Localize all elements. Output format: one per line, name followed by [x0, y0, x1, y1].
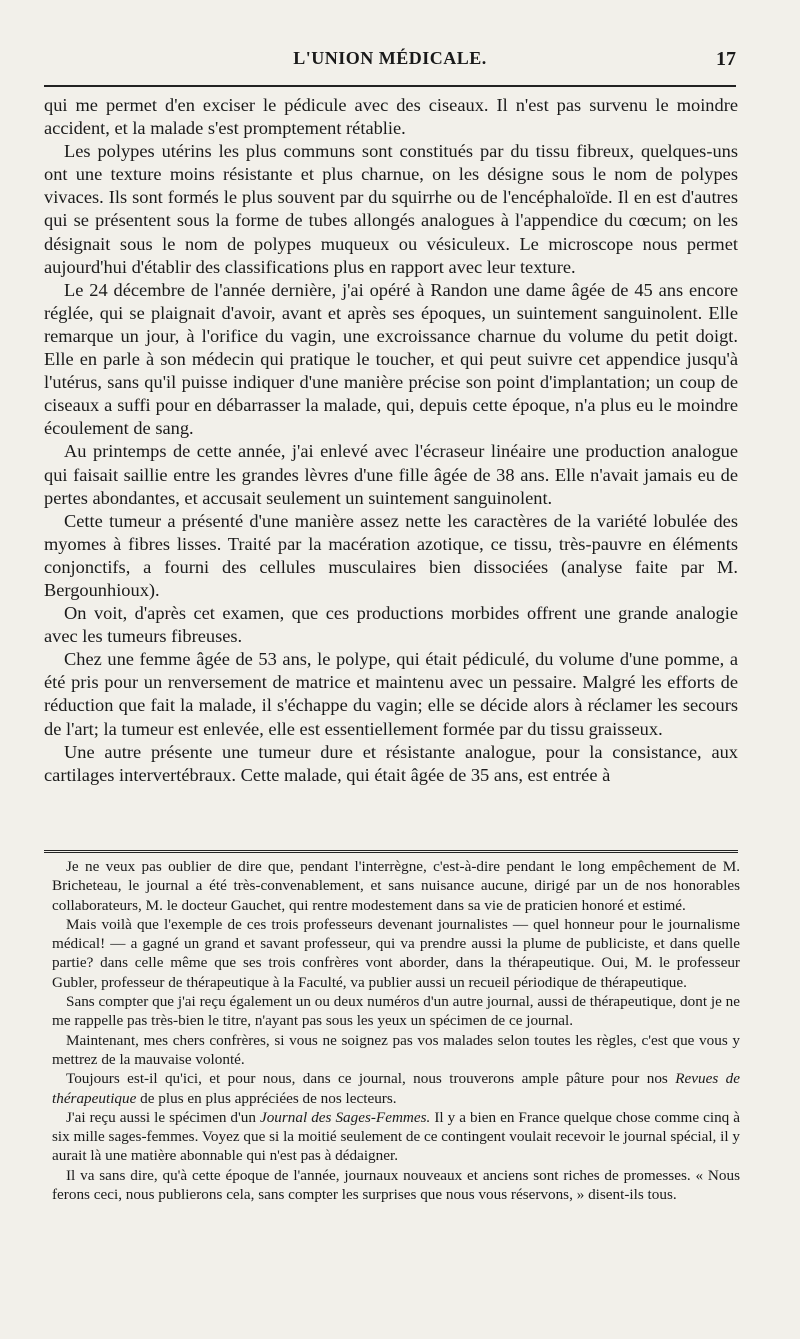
article-paragraph: On voit, d'après cet examen, que ces productions morbides offrent une grande analogie avec les tumeurs fibreuses.	[44, 603, 738, 647]
article-paragraph: Cette tumeur a présenté d'une manière assez nette les caractères de la variété lobulée des myomes à fibres lisses. Traité par la macération azotique, ce tissu, très-pauvre en éléments conjonctifs, a fourni des cellules musculaires bien dissociées (analyse faite par M. Bergounhioux).	[44, 510, 738, 600]
article-paragraph: Une autre présente une tumeur dure et résistante analogue, pour la consistance, aux cartilages intervertébraux. Cette malade, qui était âgée de 35 ans, est entrée à	[44, 741, 738, 785]
feuilleton-body	[52, 857, 740, 1204]
running-head	[44, 48, 736, 76]
journal-title: L'UNION MÉDICALE.	[293, 48, 487, 68]
feuilleton-text: Il y a bien en France quelque chose comme cinq à six mille sages-femmes. Voyez que si la moitié seulement de ce contingent voulait recevoir le journal spécial, il y aurait là une matière abonnable qui n'est pas à dédaigner.	[52, 1108, 740, 1165]
feuilleton-paragraph	[52, 1069, 740, 1108]
article-paragraph: Le 24 décembre de l'année dernière, j'ai opéré à Randon une dame âgée de 45 ans encore réglée, qui se plaignait d'avoir, avant et après ses époques, un suintement sanguinolent. Elle remarque un jour, à l'orifice du vagin, une excroissance charnue du volume du petit doigt. Elle en parle à son médecin qui pratique le toucher, et qui peut suivre cet appendice jusqu'à l'utérus, sans qu'il puisse indiquer d'une manière précise son point d'implantation; un coup de ciseaux a suffi pour en débarrasser la malade, qui, depuis cette époque, n'a plus eu le moindre écoulement de sang.	[44, 279, 738, 439]
feuilleton-text: J'ai reçu aussi le spécimen d'un	[66, 1108, 256, 1126]
feuilleton-italic-title: Revues de thérapeutique	[52, 1070, 741, 1107]
feuilleton-paragraph: Maintenant, mes chers confrères, si vous ne soignez pas vos malades selon toutes les règles, c'est que vous y mettrez de la mauvaise volonté.	[52, 1031, 740, 1068]
feuilleton-paragraph	[52, 1108, 740, 1166]
feuilleton-italic-title: Journal des Sages-Femmes.	[259, 1108, 431, 1126]
article-paragraph: qui me permet d'en exciser le pédicule avec des ciseaux. Il n'est pas survenu le moindre accident, et la malade s'est promptement rétablie.	[44, 95, 738, 139]
feuilleton-paragraph: Mais voilà que l'exemple de ces trois professeurs devenant journalistes — quel honneur pour le journalisme médical! — a gagné un grand et savant professeur, qui va prendre aussi la plume de publiciste, et dans quelle partie? dans celle même que ses trois confrères vont aborder, dans la thérapeutique. Oui, M. le professeur Gubler, professeur de thérapeutique à la Faculté, va publier aussi un recueil périodique de thérapeutique.	[52, 915, 740, 991]
header-rule	[44, 85, 736, 87]
feuilleton-text: Toujours est-il qu'ici, et pour nous, dans ce journal, nous trouverons ample pâture pour nos	[66, 1070, 668, 1088]
article-paragraph: Chez une femme âgée de 53 ans, le polype, qui était pédiculé, du volume d'une pomme, a été pris pour un renversement de matrice et maintenu avec un pessaire. Malgré les efforts de réduction que fait la malade, il s'échappe du vagin; elle se décide alors à réclamer les secours de l'art; la tumeur est enlevée, elle est essentiellement formée par du tissu graisseux.	[44, 649, 738, 739]
feuilleton-paragraph: Il va sans dire, qu'à cette époque de l'année, journaux nouveaux et anciens sont riches de promesses. « Nous ferons ceci, nous publierons cela, sans compter les surprises que nous vous réservons, » disent-ils tous.	[52, 1166, 740, 1204]
feuilleton-separator	[44, 850, 738, 853]
feuilleton-paragraph: Je ne veux pas oublier de dire que, pendant l'interrègne, c'est-à-dire pendant le long empêchement de M. Bricheteau, le journal a été très-convenablement, et sans nuisance aucune, dirigé par un de nos honorables collaborateurs, M. le docteur Gauchet, qui rentre modestement dans sa vie de praticien honoré et estimé.	[52, 858, 740, 914]
page-number: 17	[716, 48, 736, 70]
feuilleton-text: de plus en plus appréciées de nos lecteurs.	[140, 1089, 397, 1107]
article-paragraph: Les polypes utérins les plus communs sont constitués par du tissu fibreux, quelques-uns ont une texture moins résistante et plus charnue, on les désigne sous le nom de polypes vivaces. Ils sont formés le plus souvent par du squirrhe ou de l'encéphaloïde. Il en est d'autres qui se présentent sous la forme de tubes allongés analogues à l'appendice du cœcum; on les désignait sous le nom de polypes muqueux ou vésiculeux. Le microscope nous permet aujourd'hui d'établir des classifications plus en rapport avec leur texture.	[44, 141, 738, 277]
article-body	[44, 94, 738, 787]
article-paragraph: Au printemps de cette année, j'ai enlevé avec l'écraseur linéaire une production analogue qui faisait saillie entre les grandes lèvres d'une fille âgée de 38 ans. Elle n'avait jamais eu de pertes abondantes, et accusait seulement un suintement sanguinolent.	[44, 441, 738, 508]
feuilleton-paragraph: Sans compter que j'ai reçu également un ou deux numéros d'un autre journal, aussi de thérapeutique, dont je ne me rappelle pas très-bien le titre, n'ayant pas sous les yeux un spécimen de ce journal.	[52, 993, 740, 1030]
